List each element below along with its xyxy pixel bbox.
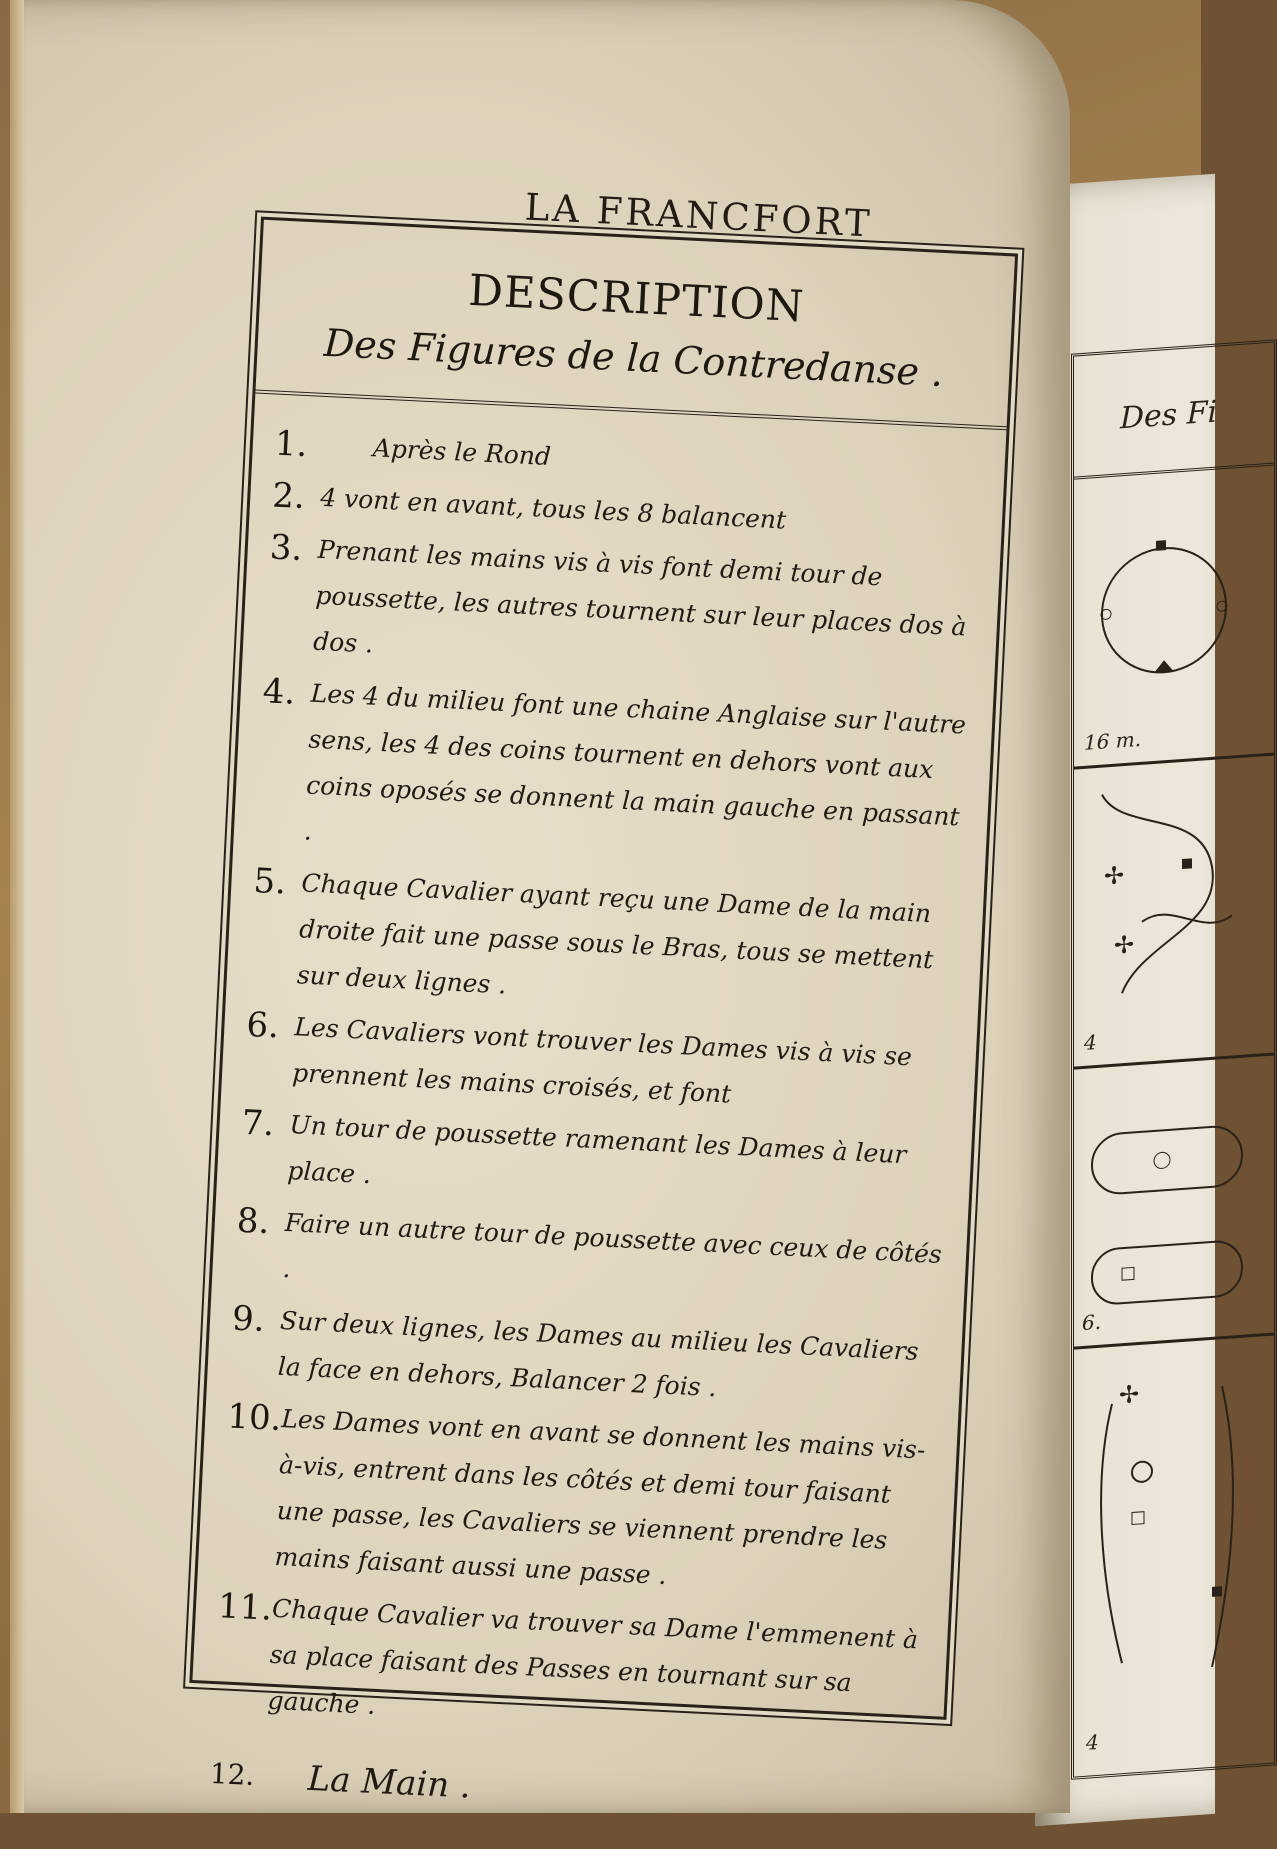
figure-text: 4 vont en avant, tous les 8 balancent bbox=[319, 482, 787, 535]
cross-icon: ✢ bbox=[1119, 1380, 1140, 1410]
cross-icon: ✢ bbox=[1104, 861, 1125, 891]
facing-label-2: 4 bbox=[1084, 1029, 1097, 1055]
figure-item bbox=[209, 1751, 925, 1832]
figure-text: La Main . bbox=[306, 1758, 472, 1807]
facing-label-4: 4 bbox=[1086, 1729, 1099, 1755]
cross-icon: ✢ bbox=[1114, 930, 1135, 960]
description-frame bbox=[189, 217, 1018, 1807]
figure-number: 5. bbox=[252, 861, 287, 903]
figure-text: Sur deux lignes, les Dames au milieu les Cavaliers la face en dehors, Balancer 2 fois . bbox=[277, 1305, 920, 1403]
figure-text: Les Dames vont en avant se donnent les mains vis-à-vis, entrent dans les côtés et demi tour faisant une passe, les Cavaliers se viennent prendre les mains faisant aussi une passe . bbox=[273, 1404, 927, 1590]
figure-text: Prenant les mains vis à vis font demi tour de poussette, les autres tournent sur leur places dos à dos . bbox=[312, 534, 968, 659]
figure-number: 6. bbox=[245, 1004, 280, 1047]
facing-label-3: 6. bbox=[1082, 1309, 1102, 1336]
figure-number: 8. bbox=[235, 1200, 271, 1243]
figure-text: Chaque Cavalier va trouver sa Dame l'emmenent à sa place faisant des Passes en tournant sur sa gauche . bbox=[266, 1593, 919, 1720]
figure-number: 11. bbox=[217, 1586, 274, 1629]
figure-item bbox=[248, 858, 969, 1031]
figure-number: 12. bbox=[209, 1756, 256, 1793]
figure-number: 10. bbox=[226, 1396, 283, 1439]
subheading: Des Figures de la Contredanse . bbox=[322, 320, 945, 396]
facing-label-1: 16 m. bbox=[1084, 726, 1142, 755]
figure-item bbox=[220, 1393, 943, 1612]
figure-number: 1. bbox=[273, 423, 309, 466]
heading: DESCRIPTION bbox=[467, 265, 806, 333]
figure-number: 3. bbox=[268, 527, 304, 569]
figure-number: 2. bbox=[271, 475, 306, 518]
figure-text: Chaque Cavalier ayant reçu une Dame de la main droite fait une passe sous le Bras, tous se mettent sur deux lignes . bbox=[296, 868, 934, 1000]
figure-number: 9. bbox=[231, 1298, 266, 1341]
figure-item bbox=[255, 668, 978, 887]
figure-number: 4. bbox=[261, 671, 297, 713]
book-title: LA FRANCFORT bbox=[523, 185, 874, 246]
figure-item bbox=[212, 1583, 933, 1756]
figure-text: Faire un autre tour de poussette avec ceux de côtés . bbox=[281, 1207, 943, 1284]
header-box bbox=[255, 220, 1015, 431]
figure-list bbox=[208, 421, 990, 1838]
figure-text: Les 4 du milieu font une chaine Anglaise sur l'autre sens, les 4 des coins tournent en dehors vont aux coins oposés se donnent la main gauche en passant . bbox=[303, 678, 967, 846]
figure-text: Les Cavaliers vont trouver les Dames vis à vis se prennent les mains croisés, et font bbox=[291, 1012, 913, 1109]
figure-number: 7. bbox=[240, 1102, 276, 1145]
figure-text: Un tour de poussette ramenant les Dames à leur place . bbox=[286, 1110, 908, 1190]
figure-text: Après le Rond bbox=[372, 433, 552, 472]
figure-item bbox=[264, 524, 985, 697]
facing-page-header-text: Des Fi bbox=[1120, 394, 1218, 437]
